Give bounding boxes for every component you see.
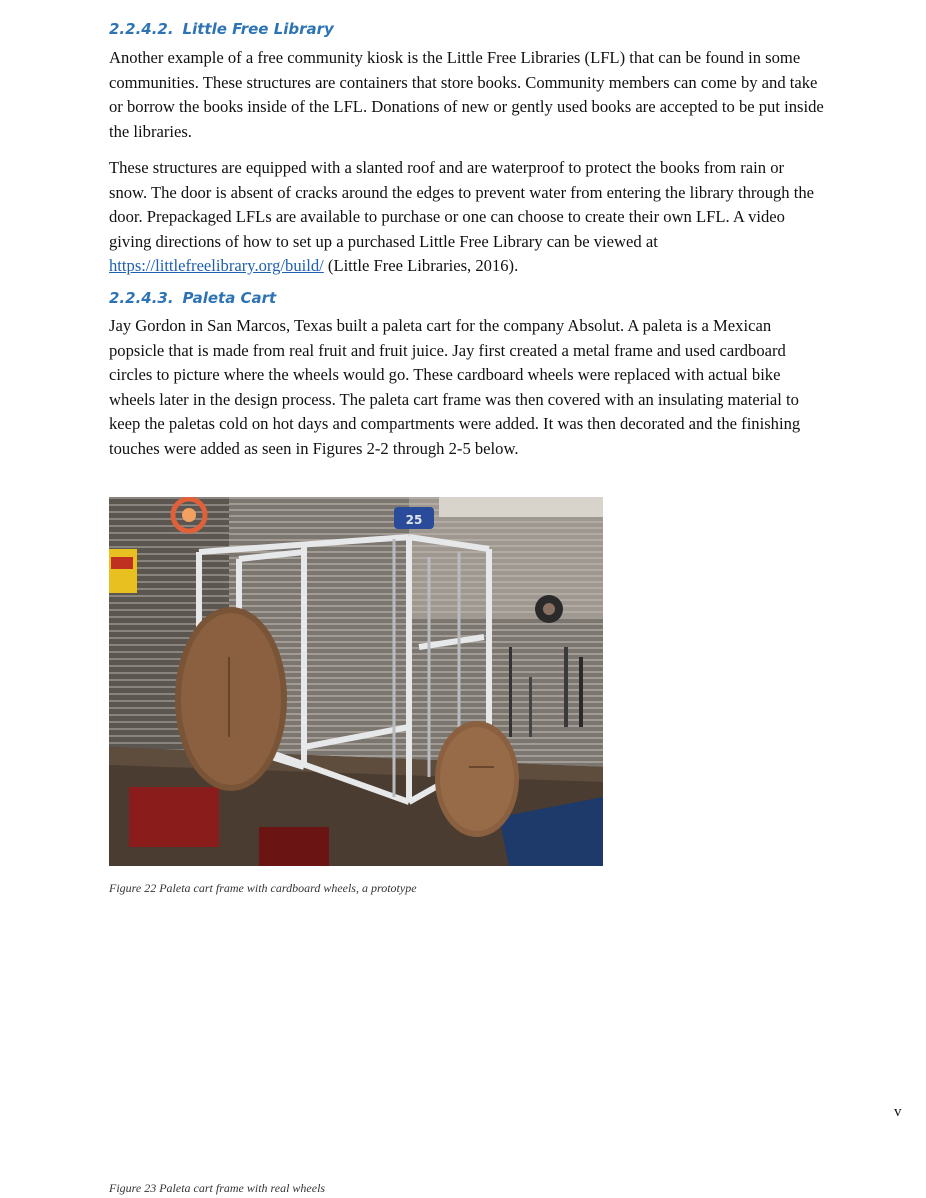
section-number: 2.2.4.2. <box>109 20 174 38</box>
lfl-paragraph-2 <box>109 156 825 279</box>
paleta-cart-prototype-photo <box>109 497 603 866</box>
page-number: v <box>894 1104 902 1120</box>
section-heading-paleta-cart <box>109 289 276 307</box>
figure-23-caption: Figure 23 Paleta cart frame with real wheels <box>109 1181 326 1195</box>
figure-22-caption: Figure 22 Paleta cart frame with cardboard wheels, a prototype <box>109 881 417 895</box>
lfl-paragraph-1: Another example of a free community kiosk is the Little Free Libraries (LFL) that can be found in some communities. These structures are containers that store books. Community members can come by and take or borrow the books inside of the LFL. Donations of new or gently used books are accepted to be put inside the libraries. <box>109 48 824 141</box>
section-title: Little Free Library <box>182 20 334 38</box>
section-heading-little-free-library <box>109 20 334 38</box>
lfl-citation: (Little Free Libraries, 2016). <box>323 256 519 275</box>
section-number: 2.2.4.3. <box>109 289 174 307</box>
lfl-paragraph-2-text: These structures are equipped with a slanted roof and are waterproof to protect the books from rain or snow. The door is absent of cracks around the edges to prevent water from entering the library through the door. Prepackaged LFLs are available to purchase or one can choose to create their own LFL. A video giving directions of how to set up a purchased Little Free Library can be viewed at <box>109 158 815 251</box>
section-title: Paleta Cart <box>182 289 277 307</box>
photo-sign-number: 25 <box>405 513 423 527</box>
lfl-build-link[interactable]: https://littlefreelibrary.org/build/ <box>109 256 324 275</box>
paleta-paragraph: Jay Gordon in San Marcos, Texas built a paleta cart for the company Absolut. A paleta is a Mexican popsicle that is made from real fruit and fruit juice. Jay first created a metal frame and used cardboard circles to picture where the wheels would go. These cardboard wheels were replaced with actual bike wheels later in the design process. The paleta cart frame was then covered with an insulating material to keep the paletas cold on hot days and compartments were added. It was then decorated and the finishing touches were added as seen in Figures 2-2 through 2-5 below. <box>109 316 801 458</box>
